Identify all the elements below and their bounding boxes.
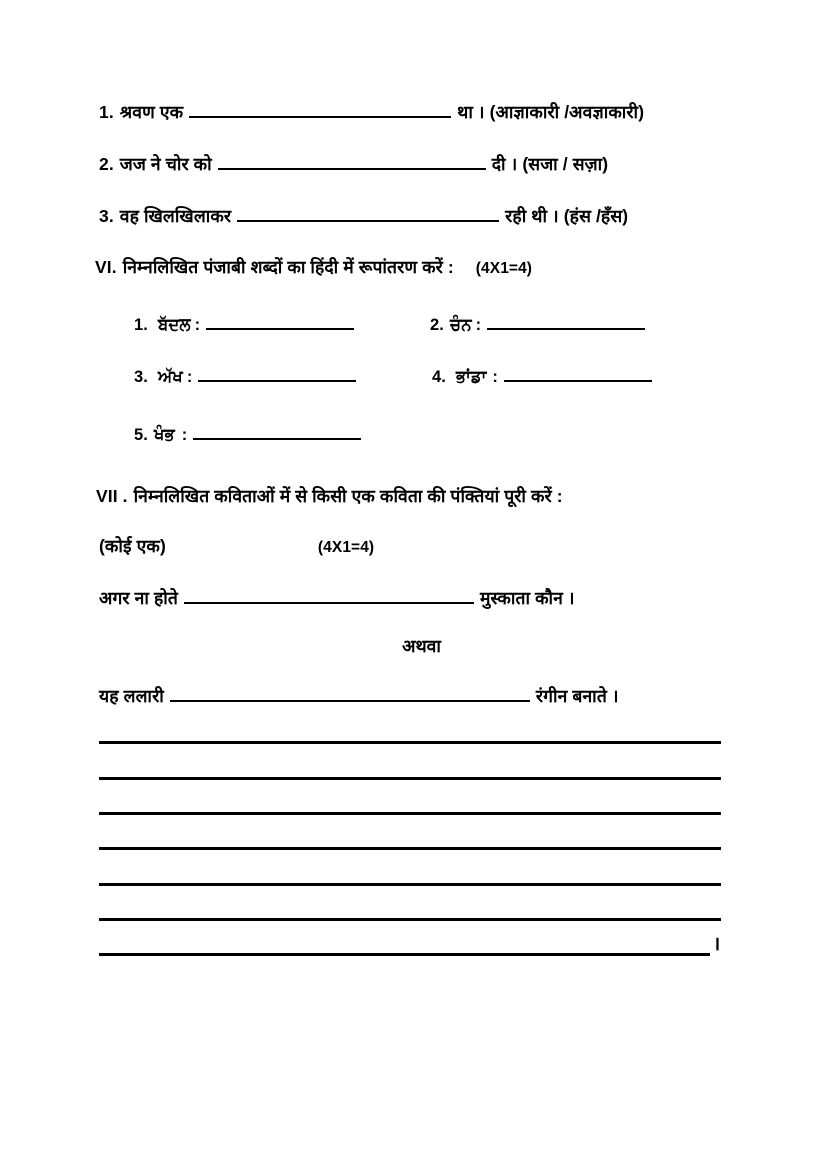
answer-line-7[interactable] (99, 953, 710, 956)
section-vii-numeral: VII . (96, 486, 128, 506)
punjabi-word-5-colon: : (181, 426, 188, 445)
fill-blank-1-number: 1. (99, 102, 114, 123)
punjabi-word-1-number: 1. (134, 316, 148, 335)
punjabi-word-3-number: 3. (134, 368, 148, 387)
poem-b-suffix: रंगीन बनाते । (535, 686, 619, 707)
punjabi-word-3-colon: : (186, 368, 193, 387)
punjabi-word-row-1 (134, 310, 360, 335)
section-vii-any-one: (कोई एक) (99, 536, 166, 556)
punjabi-word-5-text: ਖੰਭ (153, 426, 175, 445)
punjabi-word-3-answer[interactable] (198, 362, 356, 382)
poem-a-suffix: मुस्काता कौन । (479, 588, 575, 609)
poem-b-input[interactable] (170, 682, 530, 702)
punjabi-word-2-number: 2. (430, 316, 444, 335)
section-vii-instruction: निम्नलिखित कविताओं में से किसी एक कविता की पंक्तियां पूरी करें : (133, 486, 563, 506)
poem-a-prefix: अगर ना होते (99, 588, 178, 609)
section-vi-instruction: निम्नलिखित पंजाबी शब्दों का हिंदी में रूपांतरण करें : (122, 257, 454, 277)
fill-blank-2-number: 2. (99, 154, 114, 175)
fill-blank-row-1 (99, 98, 644, 124)
fill-blank-3-number: 3. (99, 206, 114, 227)
answer-line-2[interactable] (99, 777, 721, 780)
section-vi-heading (95, 255, 532, 279)
punjabi-word-3-text: ਅੱਖ (157, 368, 183, 387)
fill-blank-1-suffix: था । (आज्ञाकारी /अवज्ञाकारी) (457, 102, 645, 123)
poem-b-prefix: यह ललारी (99, 686, 164, 707)
answer-line-6[interactable] (99, 918, 721, 921)
section-vii-heading (96, 484, 563, 508)
fill-blank-3-input[interactable] (237, 202, 499, 222)
answer-line-4[interactable] (99, 847, 721, 850)
punjabi-word-1-answer[interactable] (206, 310, 354, 330)
fill-blank-1-prefix: श्रवण एक (119, 102, 184, 123)
alternative-separator: अथवा (402, 636, 441, 656)
poem-b-row (99, 682, 619, 708)
punjabi-word-5-answer[interactable] (193, 420, 361, 440)
punjabi-word-4-colon: : (492, 368, 499, 387)
punjabi-word-1-colon: : (194, 316, 201, 335)
fill-blank-1-input[interactable] (189, 98, 451, 118)
punjabi-word-4-answer[interactable] (504, 362, 652, 382)
poem-a-input[interactable] (184, 584, 474, 604)
punjabi-word-1-text: ਬੱਦਲ (157, 316, 191, 335)
punjabi-word-row-2 (430, 310, 651, 335)
answer-line-3[interactable] (99, 812, 721, 815)
punjabi-word-2-colon: : (475, 316, 482, 335)
punjabi-word-5-number: 5. (134, 426, 148, 445)
punjabi-word-row-4 (432, 362, 658, 387)
fill-blank-row-2 (99, 150, 608, 176)
section-vii-marks: (4X1=4) (317, 539, 375, 556)
fill-blank-3-prefix: वह खिलखिलाकर (119, 206, 232, 227)
section-vi-numeral: VI. (95, 257, 117, 277)
final-danda: । (713, 934, 721, 955)
fill-blank-3-suffix: रही थी । (हंस /हँस) (505, 206, 629, 227)
fill-blank-2-prefix: जज ने चोर को (119, 154, 212, 175)
fill-blank-2-suffix: दी । (सजा / सज़ा) (491, 154, 609, 175)
punjabi-word-2-answer[interactable] (487, 310, 645, 330)
answer-line-5[interactable] (99, 883, 721, 886)
punjabi-word-row-5 (134, 420, 367, 445)
punjabi-word-2-text: ਚੰਨ (449, 316, 472, 335)
fill-blank-2-input[interactable] (218, 150, 486, 170)
punjabi-word-4-text: ਭਾਂਡਾ (455, 368, 487, 387)
fill-blank-row-3 (99, 202, 628, 228)
punjabi-word-4-number: 4. (432, 368, 446, 387)
poem-a-row (99, 584, 575, 610)
answer-line-1[interactable] (99, 741, 721, 744)
punjabi-word-row-3 (134, 362, 362, 387)
section-vi-marks: (4X1=4) (475, 260, 533, 277)
section-vii-anyone-row (99, 534, 374, 558)
